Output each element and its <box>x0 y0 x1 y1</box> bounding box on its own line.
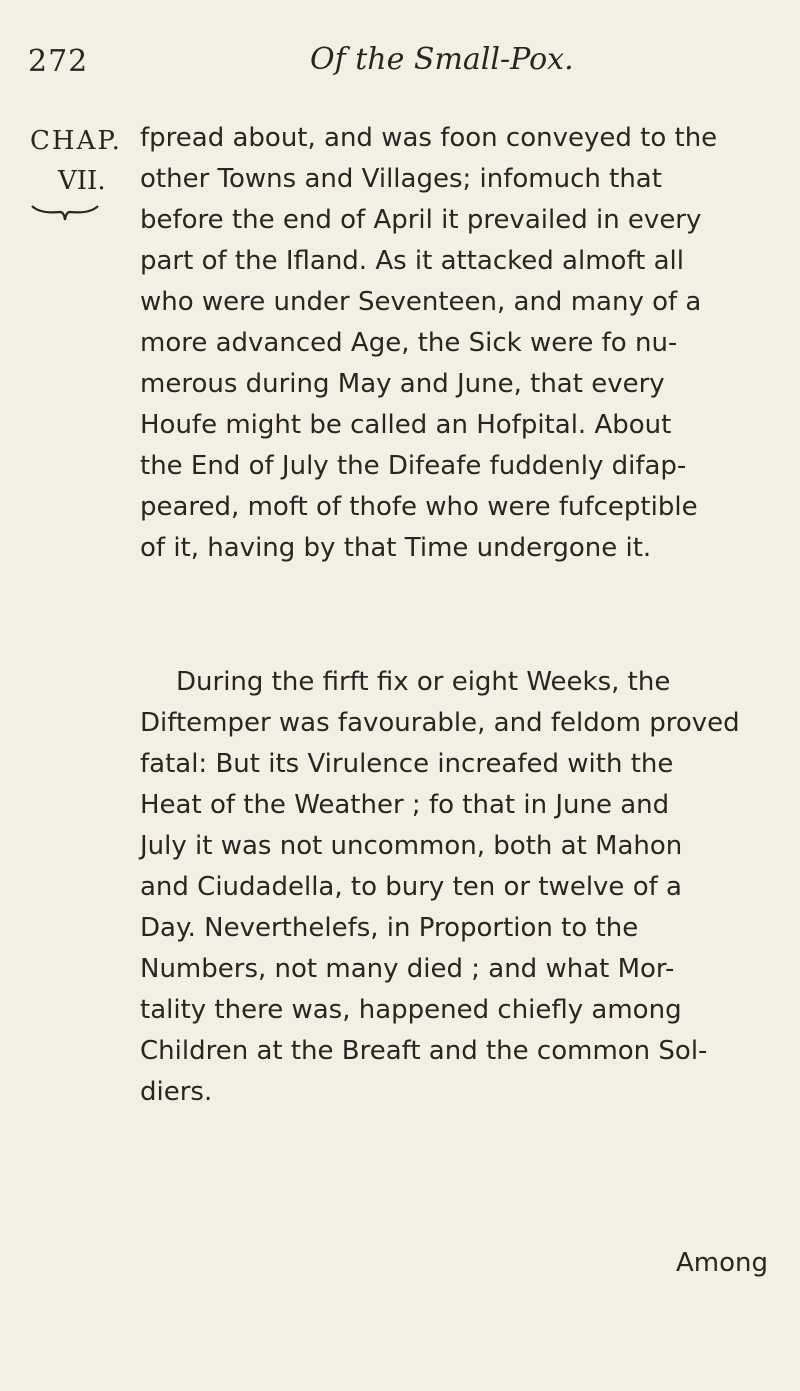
chapter-number: VII. <box>58 166 106 196</box>
text-line: Numbers, not many died ; and what Mor- <box>140 954 675 984</box>
text-line: Diftemper was favourable, and feldom proved <box>140 708 740 738</box>
text-line: other Towns and Villages; infomuch that <box>140 164 662 194</box>
text-line: of it, having by that Time undergone it. <box>140 533 652 563</box>
text-line: peared, moft of thofe who were fufceptible <box>140 492 698 522</box>
chapter-label: CHAP. <box>30 126 122 156</box>
text-line: more advanced Age, the Sick were fo nu- <box>140 328 678 358</box>
text-line: Day. Neverthelefs, in Proportion to the <box>140 913 639 943</box>
text-line: Heat of the Weather ; fo that in June and <box>140 790 670 820</box>
running-head: Of the Small-Pox. <box>310 42 574 77</box>
text-line: who were under Seventeen, and many of a <box>140 287 702 317</box>
text-line: fatal: But its Virulence increafed with the <box>140 749 674 779</box>
text-line: Houfe might be called an Hofpital. About <box>140 410 672 440</box>
page-number: 272 <box>28 44 89 79</box>
brace-ornament <box>30 204 100 222</box>
text-line: July it was not uncommon, both at Mahon <box>140 831 683 861</box>
catchword: Among <box>675 1248 768 1278</box>
text-line: diers. <box>140 1077 213 1107</box>
text-line: During the firft fix or eight Weeks, the <box>176 667 671 697</box>
text-line: before the end of April it prevailed in every <box>140 205 702 235</box>
text-line: tality there was, happened chiefly among <box>140 995 682 1025</box>
paragraph-2 <box>140 668 780 1119</box>
text-line: and Ciudadella, to bury ten or twelve of a <box>140 872 682 902</box>
text-line: the End of July the Difeafe fuddenly difap- <box>140 451 687 481</box>
text-line: part of the Ifland. As it attacked almoft all <box>140 246 684 276</box>
paragraph-1 <box>140 124 780 575</box>
text-line: Children at the Breaft and the common Sol- <box>140 1036 708 1066</box>
text-line: fpread about, and was foon conveyed to the <box>140 123 718 153</box>
text-line: merous during May and June, that every <box>140 369 665 399</box>
